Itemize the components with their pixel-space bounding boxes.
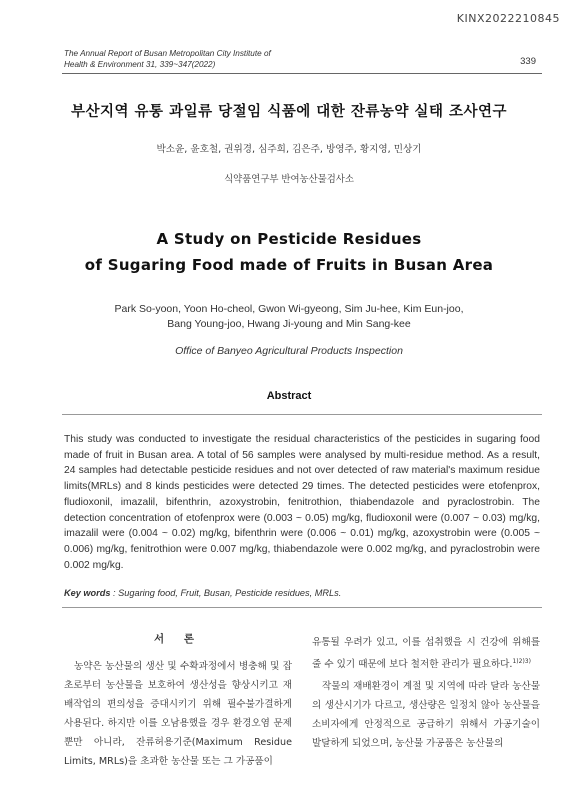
- abstract-rule: [62, 414, 542, 415]
- keywords-label: Key words: [64, 588, 111, 598]
- keywords-text: : Sugaring food, Fruit, Busan, Pesticide residues, MRLs.: [110, 588, 342, 598]
- header-rule: [62, 73, 542, 74]
- english-title-line-2: of Sugaring Food made of Fruits in Busan Area: [84, 256, 494, 274]
- intro-left-column: [64, 630, 292, 771]
- intro-heading: 서 론: [154, 633, 202, 645]
- intro-left-paragraph: 농약은 농산물의 생산 및 수확과정에서 병충해 및 잡초로부터 농산물을 보호하여 생산성을 향상시키고 재배작업의 편의성을 증대시키기 위해 필수불가결하게 사용된다. 하지만 이를 오남용했을 경우 환경오염 문제뿐만 아니라, 잔류허용기준(Maximum Residue Limits, MRLs)을 초과한 농산물 또는 그 가공품이: [64, 661, 292, 767]
- english-office: Office of Banyeo Agricultural Products Inspection: [175, 345, 403, 357]
- korean-title: 부산지역 유통 과일류 당절임 식품에 대한 잔류농약 실태 조사연구: [70, 104, 508, 120]
- intro-right-column: [312, 633, 540, 753]
- page-number: 339: [520, 56, 536, 67]
- abstract-text: This study was conducted to investigate the residual characteristics of the pesticides in sugaring food made of fruit in Busan area. A total of 56 samples were analysed by multi-residue method. As a result, 24 samples had detectable pesticide residues and not over detected of raw material's maximum residue limits(MRLs) and 8 kinds pesticides were detected 29 times. The detected pesticides were etofenprox, fludioxonil, imazalil, bifenthrin, azoxystrobin, fenitrothion, thiabendazole and pyraclostrobin. The detection concentration of etofenprox were (0.003 ~ 0.05) mg/kg, fludioxonil were (0.007 ~ 0.03) mg/kg, imazalil were (0.004 ~ 0.02) mg/kg, bifenthrin were (0.006 ~ 0.01) mg/kg, azoxystrobin were (0.005 ~ 0.006) mg/kg, fenitrothion were 0.007 mg/kg, thiabendazole were 0.002 mg/kg, and pyraclostrobin were 0.002 mg/kg.: [64, 434, 540, 571]
- intro-right-text-1: 유통될 우려가 있고, 이를 섭취했을 시 건강에 위해를 줄 수 있기 때문에 보다 철저한 관리가 필요하다.: [312, 637, 540, 671]
- journal-line-2: Health & Environment 31, 339~347(2022): [64, 60, 216, 69]
- journal-line-1: The Annual Report of Busan Metropolitan City Institute of: [64, 49, 271, 58]
- journal-citation: [64, 48, 364, 70]
- abstract-heading: Abstract: [266, 390, 312, 402]
- korean-office: 식약품연구부 반여농산물검사소: [224, 174, 354, 185]
- citation-refs: 1)2)3): [512, 658, 531, 665]
- korean-authors: 박소윤, 윤호철, 권위경, 심주희, 김은주, 방영주, 황지영, 민상기: [156, 144, 422, 155]
- english-authors-line-1: Park So-yoon, Yoon Ho-cheol, Gwon Wi-gyeong, Sim Ju-hee, Kim Eun-joo,: [114, 303, 464, 315]
- english-title-line-1: A Study on Pesticide Residues: [156, 230, 422, 248]
- intro-right-paragraph-1: [312, 633, 540, 674]
- intro-right-paragraph-2: 작물의 재배환경이 계절 및 지역에 따라 달라 농산물의 생산시기가 다르고, 생산량은 일정치 않아 농산물을 소비자에게 안정적으로 공급하기 위해서 가공기술이 발달하게 되었으며, 농산물 가공품은 농산물의: [312, 681, 540, 750]
- english-authors-line-2: Bang Young-joo, Hwang Ji-young and Min Sang-kee: [167, 318, 411, 330]
- document-id: KINX2022210845: [456, 12, 560, 25]
- keywords-rule: [62, 607, 542, 608]
- keywords: [64, 588, 540, 598]
